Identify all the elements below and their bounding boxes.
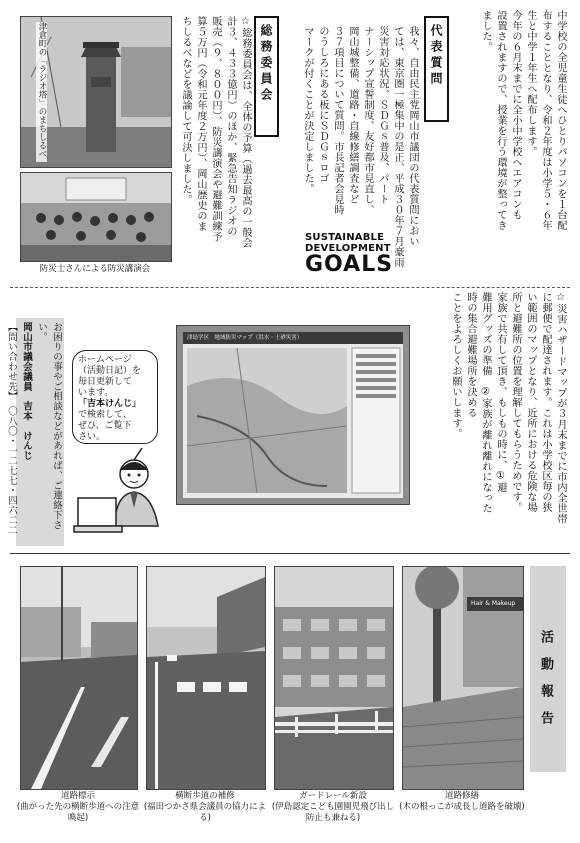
text-line: 布することとなり、令和２年度は小学５・６年: [540, 10, 551, 231]
text-line: 家族で共有して頂き、もしもの時に、①避: [495, 292, 506, 493]
intro-text: [468, 10, 568, 280]
text-line: 中学校の全児童生徒へひとりパソコンを１台配: [555, 10, 566, 231]
text-line: ちしるべなどを議論して可決しました。: [180, 16, 191, 205]
road-marking-photo: [20, 566, 138, 790]
activity-heading: 活動報告: [538, 630, 553, 738]
bubble-line: さい。: [78, 432, 106, 442]
politician-cartoon-icon: [72, 446, 168, 542]
crosswalk-photo: [146, 566, 266, 790]
question-heading: 代表質問: [424, 16, 449, 122]
text-line: ました。: [480, 10, 491, 52]
lecture-photo: [20, 172, 172, 262]
text-line: ては、東京圏一極集中の是正、平成３０年７月豪雨: [392, 26, 403, 268]
bubble-line: ぜひ、ご覧下: [78, 421, 132, 431]
hazard-map-photo: [176, 325, 410, 505]
speech-bubble: [72, 350, 158, 444]
text-line: ☆総務委員会は、全体の予算（過去最高の一般会: [240, 16, 251, 248]
committee-text: [175, 16, 253, 266]
text-line: ３７項目について質問。市長記者会見時: [332, 26, 343, 215]
text-line: ことをよろしくお願いします。: [450, 292, 461, 439]
bubble-line: で検索して、: [78, 410, 132, 420]
lecture-illustration: [21, 173, 171, 261]
crosswalk-illustration: [147, 567, 265, 789]
text-line: 岡山城整備、道路・自線修繕調査など: [347, 26, 358, 205]
committee-heading: 総務委員会: [254, 16, 279, 137]
text-line: 時の集合避難場所を決める: [465, 292, 476, 418]
text-line: 生と中学１年生へ配布します。: [525, 10, 536, 157]
text-line: に郵便で配達されます。これは小学校区毎の狭: [540, 292, 551, 513]
crosswalk-caption: 横断歩道の補修 (福田つかさ県会議員の協力による): [143, 791, 267, 823]
sdg-goals: [305, 254, 400, 276]
map-title: 津島学区 地域防災マップ（洪水・土砂災害）: [187, 335, 303, 341]
text-line: 計３、４３３億円）のほか、緊急告知ラジオの: [225, 16, 236, 237]
text-line: 難用グッズの準備 ②家族が離れ離れになった: [480, 292, 491, 514]
hazard-text: [433, 292, 568, 544]
bubble-line: います。: [78, 388, 114, 398]
text-line: マークが付くことが決定しました。: [302, 26, 313, 194]
text-line: ナーシップ宣誓制度、友好都市見直し、: [362, 26, 373, 215]
text-line: 災害対応状況、ＳＤＧｓ普及、パート: [377, 26, 388, 205]
text-line: 今年の６月末までに全小中学校へエアコンも: [510, 10, 521, 220]
bubble-line: ホームページ: [78, 355, 132, 365]
guardrail-illustration: [275, 567, 393, 789]
road-marking-illustration: [21, 567, 137, 789]
bubble-line: （活動日記）を: [78, 366, 142, 376]
divider-middle: [10, 553, 570, 554]
text-line: い範囲のマップとなり、近所における危険な場: [525, 292, 536, 513]
text-line: ☆災害ハザードマップが３月末までに市内全世帯: [555, 292, 566, 524]
text-line: 算５万円（令和元年度２万円）、岡山歴史のま: [195, 16, 206, 232]
text-line: 設置されますので、授業を行う環境が整ってき: [495, 10, 506, 231]
sdg-line2: DEVELOPMENT: [305, 243, 391, 254]
guardrail-photo: [274, 566, 394, 790]
guardrail-caption: ガードレール新設 (伊島認定こども園園児飛び出し防止も兼ねる): [271, 791, 395, 823]
bubble-line: 「吉本けんじ」: [78, 399, 142, 409]
hazard-map-illustration: [177, 326, 409, 504]
radio-tower-caption: 津倉町の「ラジオ塔」のまちしるべ: [36, 22, 47, 162]
text-line: 所と避難所の位置を理解してもらうためです。: [510, 292, 521, 513]
text-line: のうしろにある板にＳＤＧｓロゴ: [317, 26, 328, 184]
lecture-caption: 防災士さんによる防災講演会: [39, 264, 151, 274]
contact-name: 岡山市議会議員 吉本 けんじ: [21, 322, 32, 461]
sdg-goals-text: GOALS: [305, 252, 394, 277]
text-line: 我々、自由民主党岡山市議団の代表質問におい: [407, 26, 418, 247]
road-marking-caption: 道路標示 (曲がった先の横断歩道への注意喚起): [16, 791, 140, 823]
road-repair-photo: [402, 566, 524, 790]
divider-top: [10, 287, 570, 288]
contact-phone: 【問い合わせ先】 〇八〇・一二七七・四六二二: [6, 322, 17, 536]
text-line: 販売（９、８００円）、防災講演会や避難訓練予: [210, 16, 221, 242]
sdg-logo: [305, 232, 400, 276]
shop-sign: Hair & Makeup: [471, 600, 516, 607]
contact-text: [6, 322, 64, 544]
bubble-line: 毎日更新して: [78, 377, 133, 387]
contact-line: お困りの事やご相談などがあれば、ご連絡下さい。: [36, 322, 62, 530]
road-repair-caption: 道路修繕 (木の根っこが成長し道路を破壊): [399, 791, 525, 812]
sdg-line1: SUSTAINABLE: [305, 232, 385, 243]
